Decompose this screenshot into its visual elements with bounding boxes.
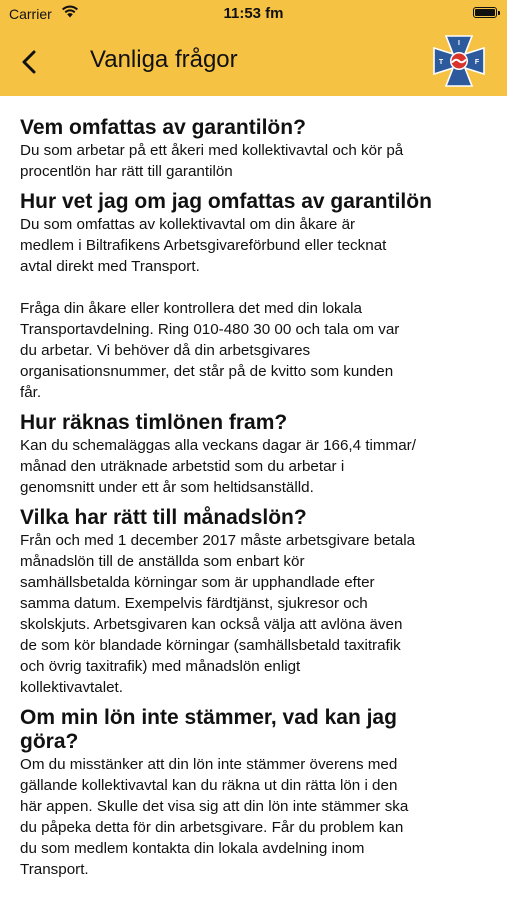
faq-question: Vilka har rätt till månadslön? [20,506,307,529]
faq-answer: Kan du schemaläggas alla veckans dagar är 166,4 timmar/ månad den uträknade arbetstid som du arbetar i genomsnitt under ett år som heltidsanställd. [20,437,416,496]
battery-icon [473,7,497,18]
faq-item [20,116,490,182]
svg-text:I: I [458,40,460,47]
svg-text:T: T [438,59,444,66]
faq-item [20,190,490,403]
faq-question: Om min lön inte stämmer, vad kan jag göra? [20,706,397,753]
back-button[interactable] [14,46,46,78]
faq-question: Hur vet jag om jag omfattas av garantilön [20,190,432,213]
faq-answer: Du som arbetar på ett åkeri med kollektivavtal och kör på procentlön har rätt till garantilön [20,142,404,180]
faq-answer: Från och med 1 december 2017 måste arbetsgivare betala månadslön till de anställda som enbart kör samhällsbetalda körningar som är upphandlade efter samma datum. Exempelvis färdtjänst, sjukresor och skolskjuts. Arbetsgivaren kan också välja att avlöna även de som kör blandade körningar (samhällsbetald taxitrafik och övrig taxitrafik) med månadslön enligt kollektivavtalet. [20,532,416,696]
faq-answer: Om du misstänker att din lön inte stämmer överens med gällande kollektivavtal kan du räkna ut din rätta lön i den här appen. Skulle det visa sig att din lön inte stämmer ska du påpeka detta för din arbetsgivare. Får du problem kan du som medlem kontakta din lokala avdelning inom Transport. [20,756,409,878]
status-time: 11:53 fm [223,5,284,22]
faq-item [20,706,490,880]
carrier-label: Carrier [9,6,52,22]
itf-logo [432,34,486,88]
faq-question: Hur räknas timlönen fram? [20,411,288,434]
status-bar [0,0,507,28]
faq-item [20,506,490,698]
faq-list [20,116,490,888]
nav-bar [0,38,507,86]
chevron-left-icon [14,46,46,78]
faq-item [20,411,490,498]
svg-text:F: F [474,59,480,66]
app-header [0,0,507,96]
faq-question: Vem omfattas av garantilön? [20,116,306,139]
faq-answer: Du som omfattas av kollektivavtal om din åkare är medlem i Biltrafikens Arbetsgivareförbund eller tecknat avtal direkt med Transport. Fråga din åkare eller kontrollera det med din lokala Transportavdelning. Ring 010-480 30 00 och tala om var du arbetar. Vi behöver då din arbetsgivares organisationsnummer, det står på de kvitto som kunden får. [20,216,400,401]
page-title: Vanliga frågor [90,46,238,73]
